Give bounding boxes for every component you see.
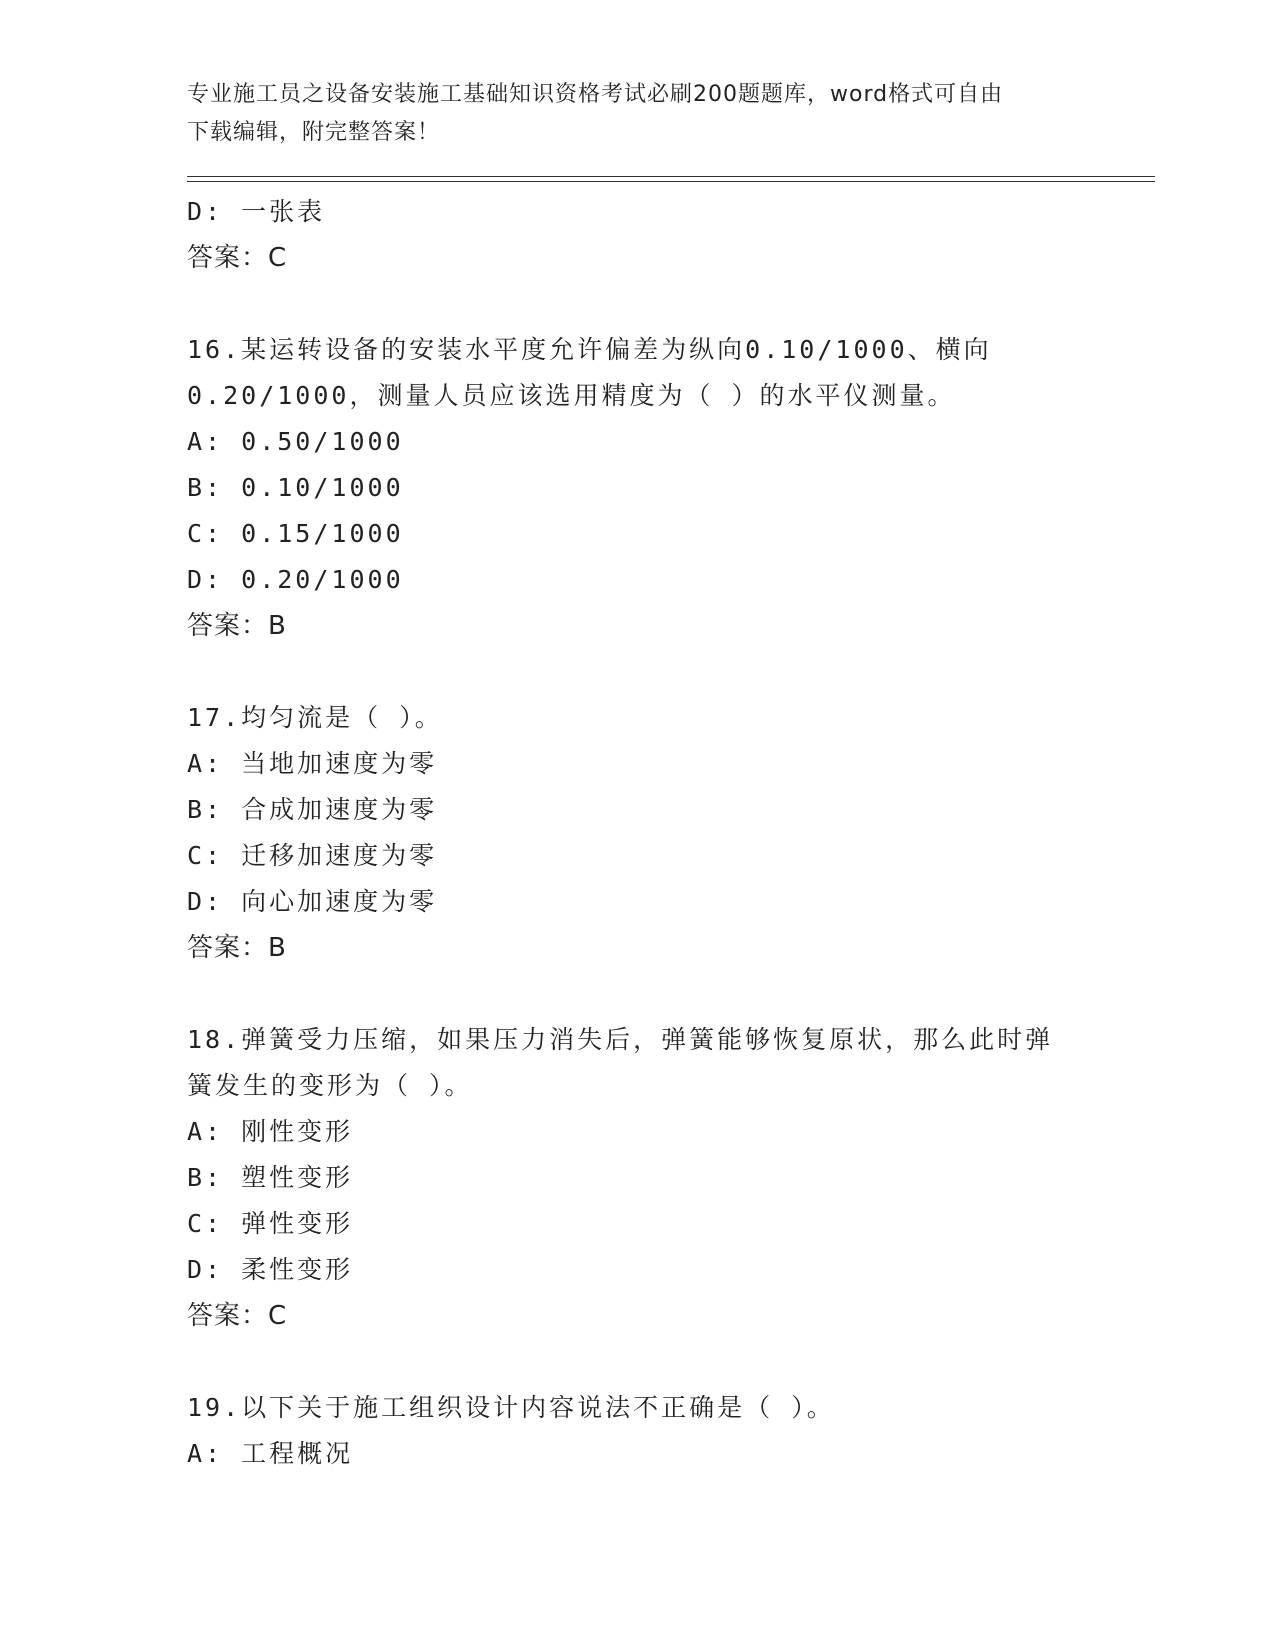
option-c: C: 迁移加速度为零 (187, 841, 438, 870)
option-c: C: 弹性变形 (187, 1209, 354, 1238)
question-stem: 17.均匀流是（ ）。 (187, 703, 443, 732)
question-stem: 16.某运转设备的安装水平度允许偏差为纵向0.10/1000、横向 (187, 335, 992, 364)
option-d: D: 0.20/1000 (187, 565, 404, 594)
answer-line: 答案：C (187, 1301, 288, 1331)
question-stem-continued: 簧发生的变形为（ ）。 (187, 1071, 473, 1100)
header-divider-top (187, 176, 1155, 177)
question-stem: 18.弹簧受力压缩，如果压力消失后，弹簧能够恢复原状，那么此时弹 (187, 1025, 1054, 1054)
option-d: D: 向心加速度为零 (187, 887, 438, 916)
option-b: B: 0.10/1000 (187, 473, 404, 502)
question-stem: 19.以下关于施工组织设计内容说法不正确是（ ）。 (187, 1393, 835, 1422)
header-line-1: 专业施工员之设备安装施工基础知识资格考试必刷200题题库，word格式可自由 (187, 82, 1004, 107)
option-d: D: 一张表 (187, 197, 326, 226)
header-divider-bottom (187, 181, 1155, 182)
answer-line: 答案：B (187, 611, 287, 641)
question-stem-continued: 0.20/1000，测量人员应该选用精度为（ ）的水平仪测量。 (187, 381, 956, 410)
question-list (187, 189, 1107, 1477)
header-line-2: 下载编辑，附完整答案！ (187, 120, 441, 145)
option-b: B: 合成加速度为零 (187, 795, 438, 824)
option-b: B: 塑性变形 (187, 1163, 354, 1192)
option-a: A: 当地加速度为零 (187, 749, 438, 778)
option-c: C: 0.15/1000 (187, 519, 404, 548)
option-a: A: 工程概况 (187, 1439, 354, 1468)
answer-line: 答案：B (187, 933, 287, 963)
option-a: A: 0.50/1000 (187, 427, 404, 456)
document-header (187, 76, 1087, 152)
option-d: D: 柔性变形 (187, 1255, 354, 1284)
answer-line: 答案：C (187, 243, 288, 273)
option-a: A: 刚性变形 (187, 1117, 354, 1146)
